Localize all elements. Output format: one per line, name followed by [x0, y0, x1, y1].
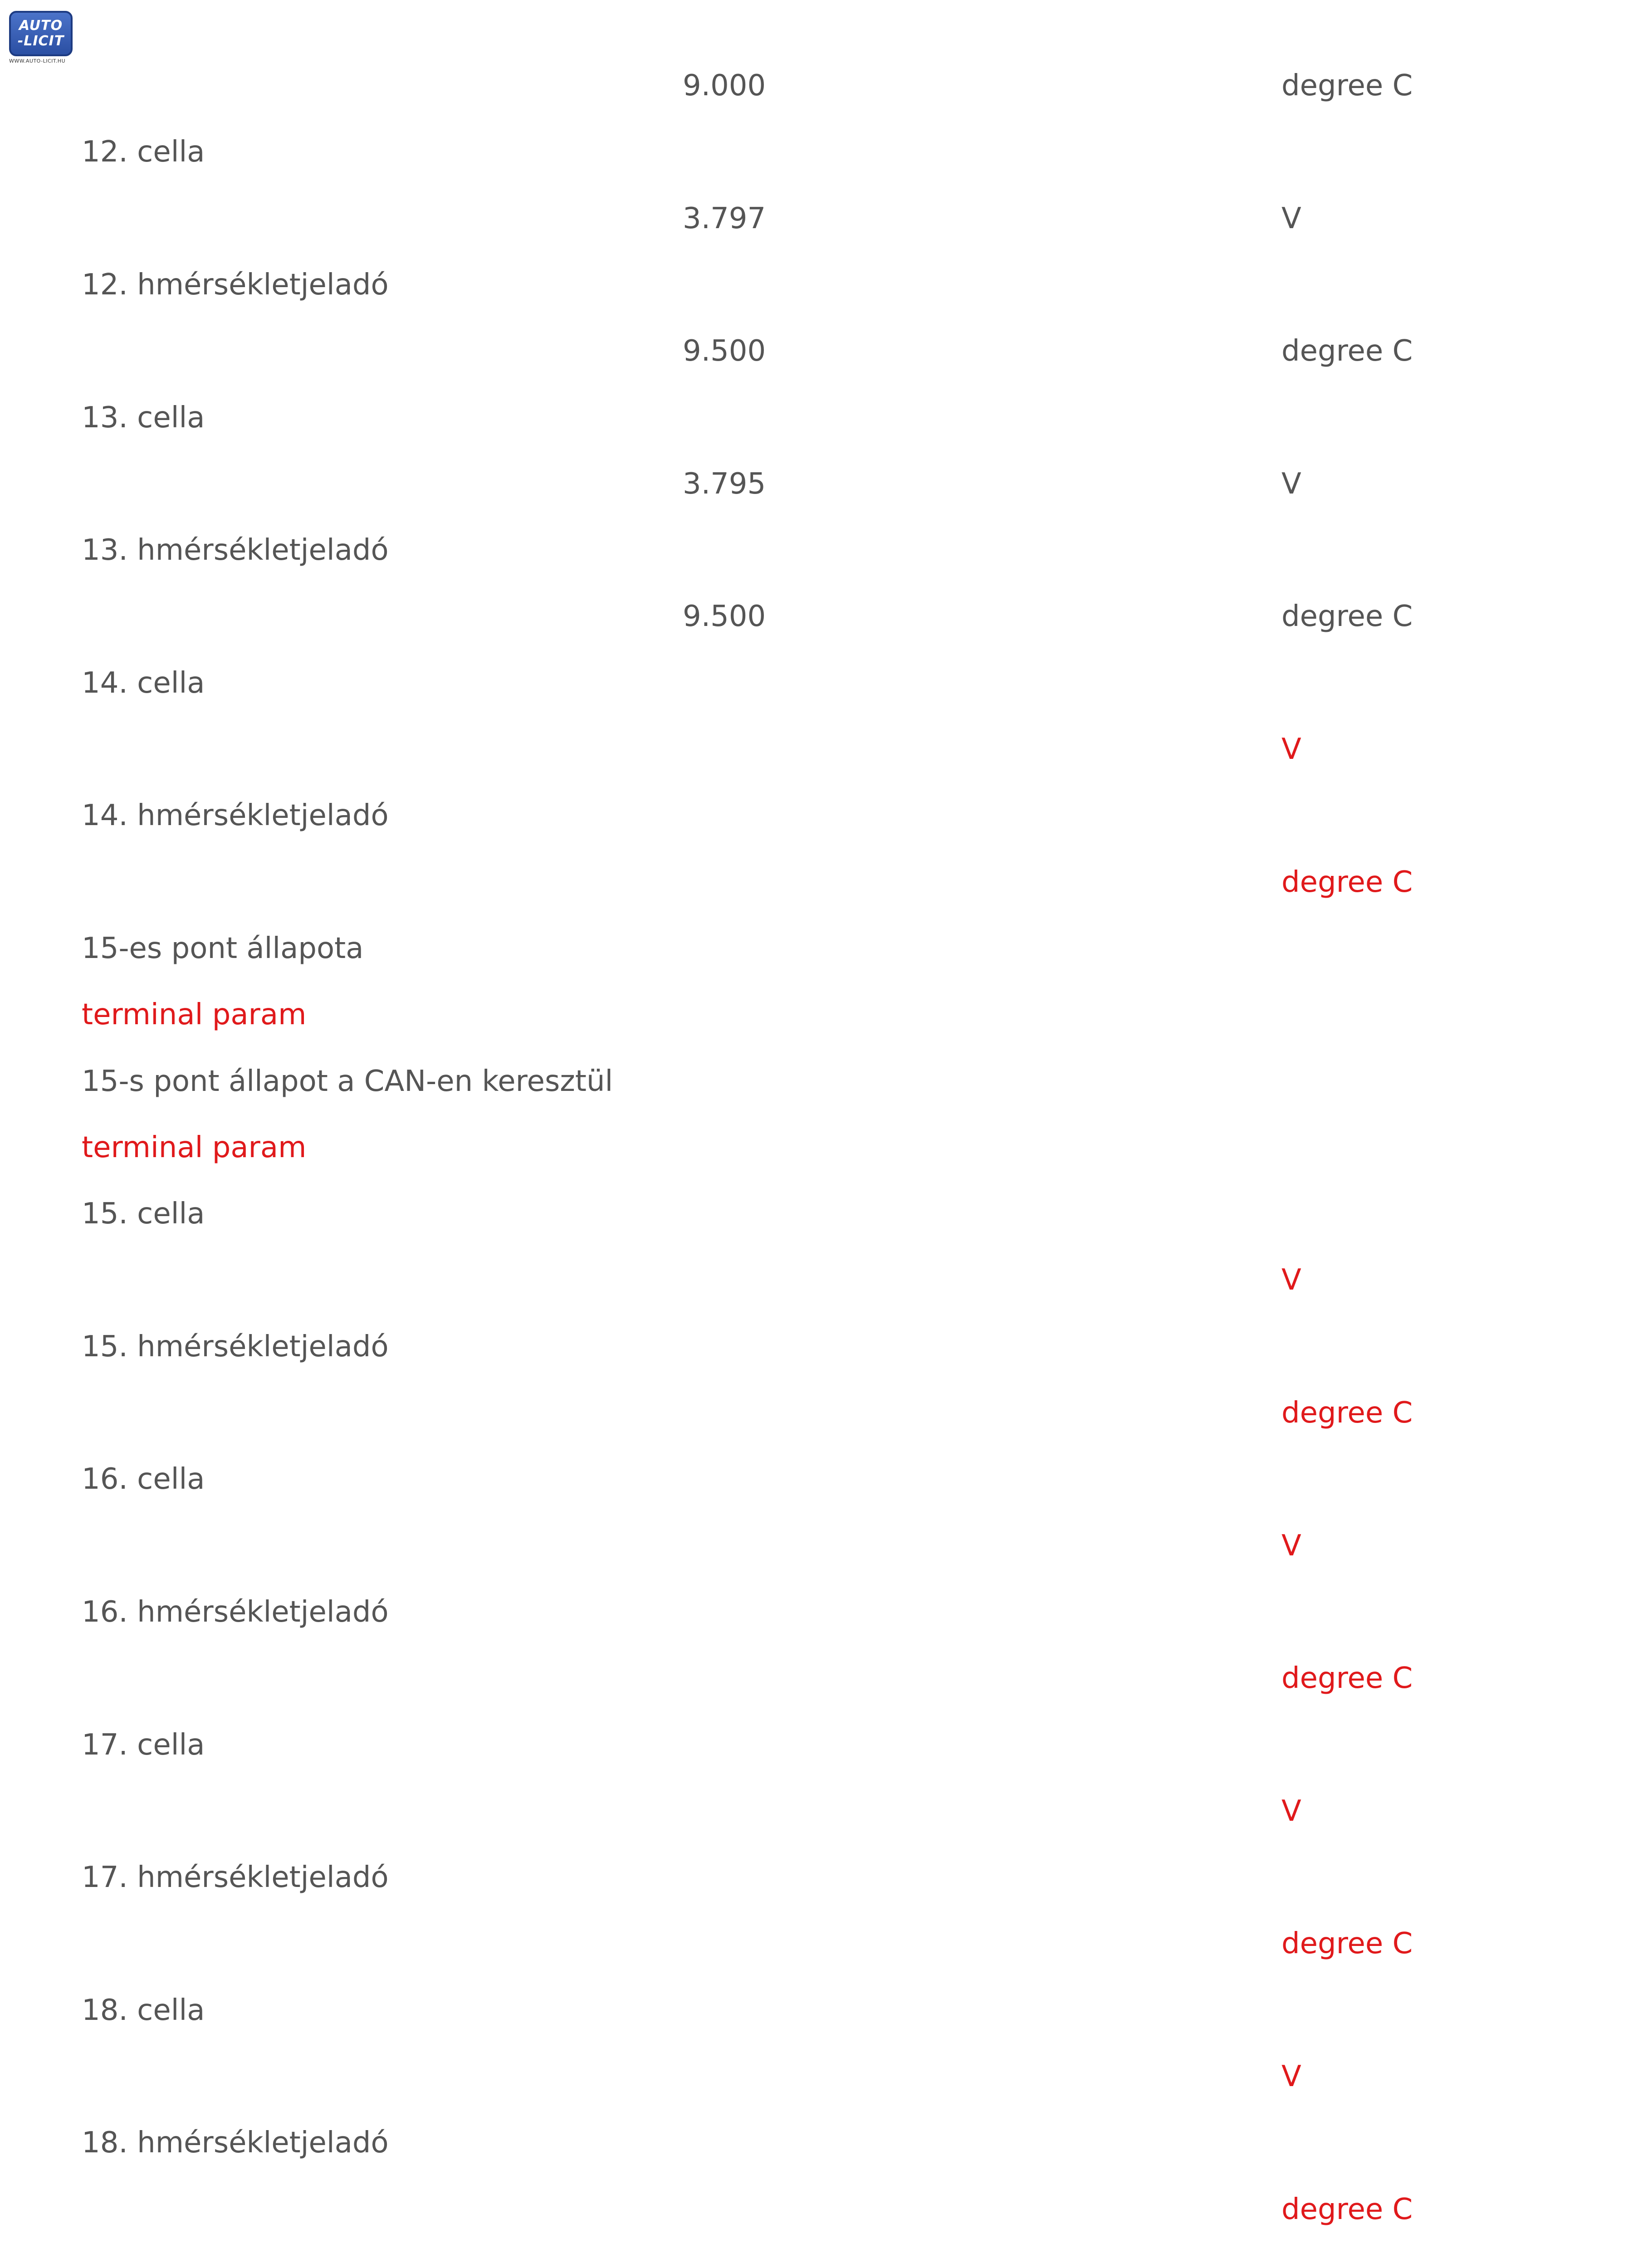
parameter-label: 14. cella	[82, 666, 205, 700]
parameter-row	[0, 451, 1633, 517]
parameter-row	[0, 915, 1633, 982]
parameter-row	[0, 1645, 1633, 1711]
parameter-row	[0, 1911, 1633, 1977]
parameter-unit: V	[1281, 1794, 1301, 1828]
parameter-row	[0, 1247, 1633, 1313]
parameter-label: 12. cella	[82, 135, 205, 169]
parameter-unit: V	[1281, 2060, 1301, 2093]
parameter-label: 14. hmérsékletjeladó	[82, 799, 389, 833]
parameter-row	[0, 252, 1633, 318]
parameter-label: 16. cella	[82, 1462, 205, 1496]
parameter-unit: degree C	[1281, 1662, 1413, 1696]
parameter-row	[0, 849, 1633, 915]
parameter-row	[0, 1778, 1633, 1844]
parameter-row	[0, 1579, 1633, 1645]
parameter-row	[0, 1513, 1633, 1579]
parameter-row	[0, 53, 1633, 119]
parameter-row	[0, 1380, 1633, 1446]
parameter-unit: V	[1281, 1263, 1301, 1297]
parameter-row	[0, 1314, 1633, 1380]
parameter-row	[0, 1048, 1633, 1114]
parameter-unit: degree C	[1281, 2192, 1413, 2226]
parameter-label: terminal param	[82, 1130, 307, 1164]
parameter-value: 9.000	[683, 69, 766, 103]
parameter-unit: V	[1281, 467, 1301, 501]
parameter-row	[0, 2043, 1633, 2110]
parameter-row	[0, 318, 1633, 384]
parameter-label: 15-s pont állapot a CAN-en keresztül	[82, 1064, 613, 1098]
parameter-row	[0, 782, 1633, 849]
parameter-row	[0, 982, 1633, 1048]
parameter-label: 12. hmérsékletjeladó	[82, 268, 389, 302]
parameter-label: 15. hmérsékletjeladó	[82, 1330, 389, 1364]
parameter-label: 18. hmérsékletjeladó	[82, 2126, 389, 2160]
parameter-label: 17. cella	[82, 1728, 205, 1762]
logo-text-licit: -LICIT	[17, 33, 64, 49]
parameter-label: terminal param	[82, 998, 307, 1032]
parameter-unit: degree C	[1281, 69, 1413, 103]
parameter-label: 18. cella	[82, 1993, 205, 2027]
parameter-unit: V	[1281, 201, 1301, 235]
parameter-row	[0, 2110, 1633, 2176]
parameter-row	[0, 2176, 1633, 2243]
parameter-row	[0, 1446, 1633, 1512]
parameter-row	[0, 1712, 1633, 1778]
parameter-value: 3.797	[683, 201, 766, 235]
parameter-row	[0, 186, 1633, 252]
parameter-label: 13. hmérsékletjeladó	[82, 533, 389, 567]
parameter-row	[0, 385, 1633, 451]
parameter-unit: V	[1281, 1529, 1301, 1563]
parameter-value: 9.500	[683, 334, 766, 368]
parameter-label: 13. cella	[82, 401, 205, 435]
parameter-row	[0, 119, 1633, 185]
parameter-row	[0, 1114, 1633, 1181]
parameter-unit: degree C	[1281, 1396, 1413, 1430]
parameter-row	[0, 1181, 1633, 1247]
parameter-unit: degree C	[1281, 334, 1413, 368]
parameter-unit: degree C	[1281, 600, 1413, 634]
parameter-label: 17. hmérsékletjeladó	[82, 1861, 389, 1895]
logo-badge	[9, 11, 73, 56]
logo-text-auto: AUTO	[19, 18, 63, 34]
parameter-unit: degree C	[1281, 865, 1413, 899]
parameter-row	[0, 650, 1633, 716]
parameter-row	[0, 1844, 1633, 1911]
parameter-label: 15-es pont állapota	[82, 931, 364, 965]
parameter-unit: degree C	[1281, 1927, 1413, 1961]
parameter-unit: V	[1281, 733, 1301, 766]
parameter-value: 9.500	[683, 600, 766, 634]
parameter-row	[0, 1977, 1633, 2043]
parameter-label: 15. cella	[82, 1197, 205, 1231]
parameter-row	[0, 716, 1633, 782]
parameter-row	[0, 517, 1633, 583]
parameter-value: 3.795	[683, 467, 766, 501]
parameter-label: 16. hmérsékletjeladó	[82, 1595, 389, 1629]
logo-url: WWW.AUTO-LICIT.HU	[9, 58, 66, 64]
parameter-row	[0, 583, 1633, 650]
